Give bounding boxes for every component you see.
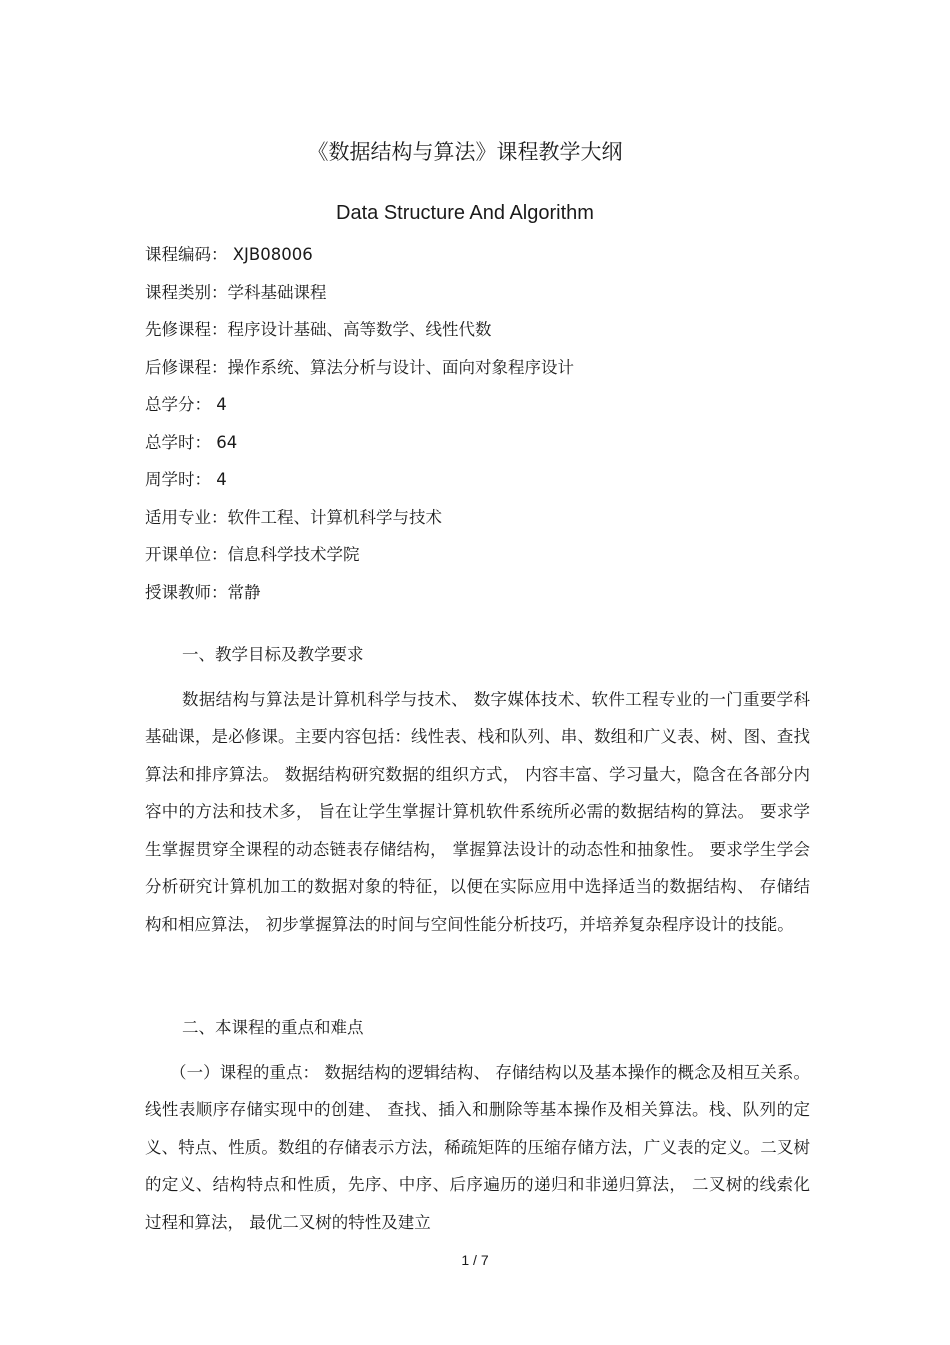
info-label: 开课单位： [145,545,228,564]
document-title: 《数据结构与算法》课程教学大纲 [307,140,623,164]
info-row-offering-unit [145,543,825,581]
info-value: XJB08006 [227,245,313,264]
info-value: 操作系统、算法分析与设计、面向对象程序设计 [227,357,574,377]
section-body [145,681,810,944]
info-label: 先修课程： [145,320,228,339]
info-label: 周学时： [145,470,211,489]
info-row-course-code [145,243,825,281]
page-indicator: 1 / 7 [461,1252,489,1268]
info-row-applicable-majors [145,506,825,544]
section-paragraph: 数据结构与算法是计算机科学与技术、 数字媒体技术、软件工程专业的一门重要学科基础课，是必修课。主要内容包括：线性表、栈和队列、串、数组和广义表、树、图、查找算法和排序算法。 数据结构研究数据的组织方式， 内容丰富、学习量大，隐含在各部分内容中的方法和技术多， 旨在让学生掌握计算机软件系统所必需的数据结构的算法。 要求学生掌握贯穿全课程的动态链表存储结构， 掌握算法设计的动态性和抽象性。 要求学生学会分析研究计算机加工的数据对象的特征，以便在实际应用中选择适当的数据结构、 存储结构和相应算法， 初步掌握算法的时间与空间性能分析技巧，并培养复杂程序设计的技能。 [145,689,810,934]
info-label: 后修课程： [145,357,228,377]
course-info-list [145,243,825,618]
info-row-total-credits [145,393,825,431]
info-label: 授课教师： [145,582,228,602]
info-value: 软件工程、计算机科学与技术 [227,507,442,527]
section-heading: 二、本课程的重点和难点 [182,1018,364,1037]
info-value: 4 [211,395,227,414]
section-key-points-and-difficulties [145,1016,810,1241]
section-teaching-objectives [145,643,810,943]
info-value: 64 [211,432,238,452]
info-row-instructor [145,581,825,619]
info-value: 信息科学技术学院 [227,545,360,564]
info-row-prerequisites [145,318,825,356]
info-label: 课程类别： [145,282,228,302]
info-value: 学科基础课程 [227,282,327,302]
info-value: 程序设计基础、高等数学、线性代数 [227,320,492,339]
info-row-total-hours [145,431,825,469]
info-label: 总学分： [145,395,211,414]
section-body [145,1054,810,1242]
section-heading: 一、教学目标及教学要求 [182,645,364,664]
info-label: 总学时： [145,432,211,452]
info-row-course-category [145,281,825,319]
info-label: 课程编码： [145,245,228,264]
section-paragraph: （一）课程的重点： 数据结构的逻辑结构、 存储结构以及基本操作的概念及相互关系。 线性表顺序存储实现中的创建、 查找、插入和删除等基本操作及相关算法。栈、队列的定义、特点、性质。数组的存储表示方法，稀疏矩阵的压缩存储方法，广义表的定义。二叉树的定义、结构特点和性质，先序、中序、后序遍历的递归和非递归算法， 二叉树的线索化过程和算法， 最优二叉树的特性及建立 [145,1062,810,1232]
info-value: 常静 [227,582,261,602]
info-row-weekly-hours [145,468,825,506]
info-label: 适用专业： [145,507,228,527]
info-row-follow-up-courses [145,356,825,394]
document-subtitle-english: Data Structure And Algorithm [336,202,594,224]
info-value: 4 [211,470,227,489]
